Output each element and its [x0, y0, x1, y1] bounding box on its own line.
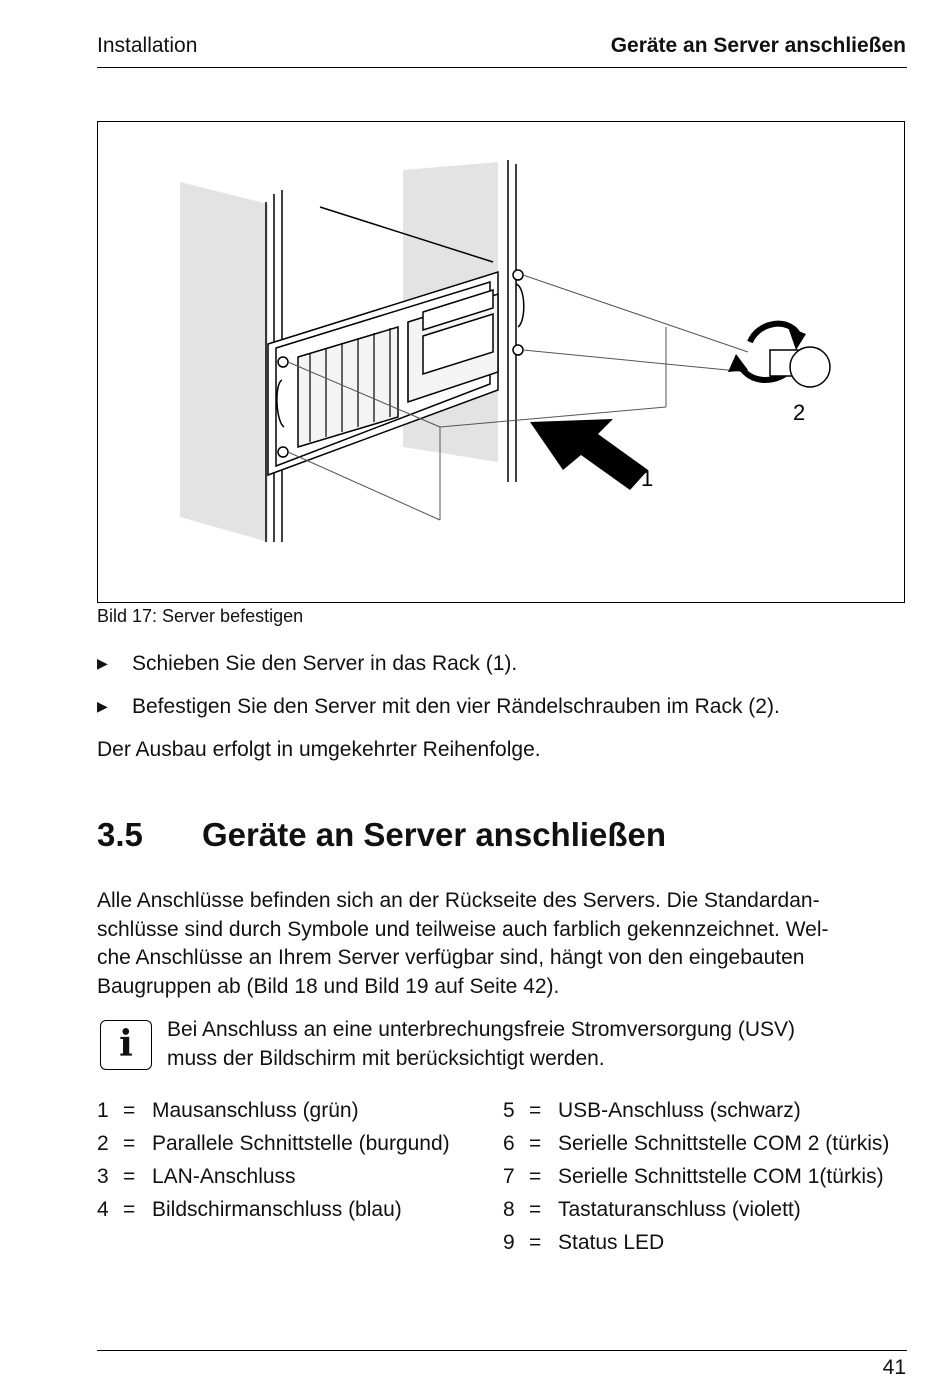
intro-line: Alle Anschlüsse befinden sich an der Rückseite des Servers. Die Standardan-: [97, 889, 820, 912]
step-text: Schieben Sie den Server in das Rack (1).: [132, 652, 518, 675]
legend-item: 5 = USB-Anschluss (schwarz): [503, 1099, 801, 1122]
section-number: 3.5: [97, 816, 143, 853]
intro-line: schlüsse sind durch Symbole und teilweise auch farblich gekennzeichnet. Wel-: [97, 917, 829, 941]
legend-item: 7 = Serielle Schnittstelle COM 1(türkis): [503, 1165, 884, 1188]
info-line: muss der Bildschirm mit berücksichtigt werden.: [167, 1046, 605, 1070]
bullet-triangle-icon: ▶: [97, 698, 108, 714]
info-note: [167, 1016, 795, 1073]
rack-side-panel-left: [180, 182, 268, 542]
section-title: Geräte an Server anschließen: [202, 816, 667, 853]
legend-item: 9 = Status LED: [503, 1231, 665, 1254]
header-divider: [97, 67, 907, 68]
connector-legend-left: [97, 1094, 497, 1226]
step-item: [97, 652, 517, 676]
legend-item: 8 = Tastaturanschluss (violett): [503, 1198, 801, 1221]
removal-note: Der Ausbau erfolgt in umgekehrter Reihenfolge.: [97, 738, 541, 761]
legend-item: 1 = Mausanschluss (grün): [97, 1099, 359, 1122]
running-header-section: Installation: [97, 34, 198, 57]
server-mounting-figure: [97, 121, 905, 603]
insert-arrow-icon: [530, 419, 648, 490]
connector-legend-right: [503, 1094, 943, 1259]
thumb-screw-detail: [728, 324, 830, 387]
intro-paragraph: [97, 887, 912, 1001]
page-number: 41: [882, 1356, 906, 1379]
info-icon: i: [100, 1020, 152, 1070]
callout-1: 1: [641, 466, 654, 491]
legend-item: 2 = Parallele Schnittstelle (burgund): [97, 1132, 450, 1155]
intro-line: che Anschlüsse an Ihrem Server verfügbar sind, hängt von den eingebauten: [97, 946, 805, 969]
intro-line: Baugruppen ab (Bild 18 und Bild 19 auf Seite 42).: [97, 974, 560, 998]
info-line: Bei Anschluss an eine unterbrechungsfreie Stromversorgung (USV): [167, 1018, 795, 1041]
callout-2: 2: [793, 400, 806, 425]
bullet-triangle-icon: ▶: [97, 655, 108, 671]
running-header-chapter: Geräte an Server anschließen: [610, 34, 906, 57]
legend-item: 4 = Bildschirmanschluss (blau): [97, 1198, 402, 1221]
rack-server-illustration: [98, 122, 904, 602]
figure-caption: Bild 17: Server befestigen: [97, 606, 304, 626]
footer-divider: [97, 1350, 907, 1351]
legend-item: 6 = Serielle Schnittstelle COM 2 (türkis): [503, 1132, 890, 1155]
step-text: Befestigen Sie den Server mit den vier Rändelschrauben im Rack (2).: [132, 695, 780, 718]
step-item: [97, 695, 780, 719]
legend-item: 3 = LAN-Anschluss: [97, 1165, 296, 1188]
